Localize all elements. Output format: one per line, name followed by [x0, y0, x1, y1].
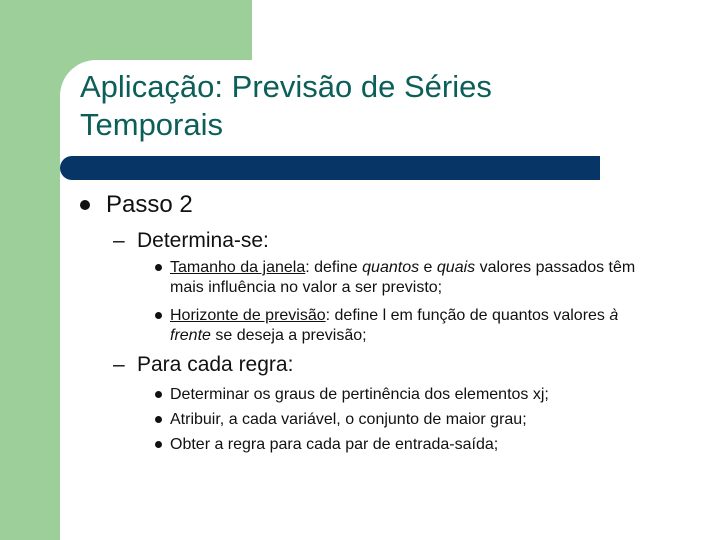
bullet-dot-icon [80, 200, 90, 210]
item-text: Determinar os graus de pertinência dos elementos xj; [170, 386, 549, 403]
item-text-part: se deseja a previsão; [210, 327, 367, 344]
bullet-dot-icon [155, 441, 162, 448]
item-text-part: e [419, 259, 437, 276]
item-text-part: : define [305, 259, 363, 276]
dash-marker: – [113, 229, 125, 252]
slide-title: Aplicação: Previsão de Séries Temporais [80, 69, 492, 142]
item-text: Obter a regra para cada par de entrada-saída; [170, 436, 499, 453]
term-horizonte: Horizonte de previsão [170, 307, 326, 324]
bullet-dot-icon [155, 264, 162, 271]
section-heading: Determina-se: [137, 229, 269, 252]
item-text-part: valores passados têm mais influência no valor a ser previsto; [170, 259, 636, 296]
emphasis-quantos: quantos [362, 259, 420, 276]
bullet-dot-icon [155, 391, 162, 398]
emphasis-quais: quais [436, 259, 476, 276]
item-text-part: : define l em função de quantos valores [325, 307, 610, 324]
term-tamanho: Tamanho da janela [170, 259, 306, 276]
bullet-dot-icon [155, 312, 162, 319]
emphasis-a-frente: à frente [170, 307, 619, 344]
item-text [170, 258, 655, 298]
item-text [170, 306, 655, 346]
bullet-dot-icon [155, 416, 162, 423]
item-text: Atribuir, a cada variável, o conjunto de maior grau; [170, 411, 527, 428]
dash-marker: – [113, 353, 125, 376]
bullet-passo-text: Passo 2 [106, 191, 193, 218]
section-heading: Para cada regra: [137, 353, 294, 376]
title-rule [60, 156, 600, 180]
